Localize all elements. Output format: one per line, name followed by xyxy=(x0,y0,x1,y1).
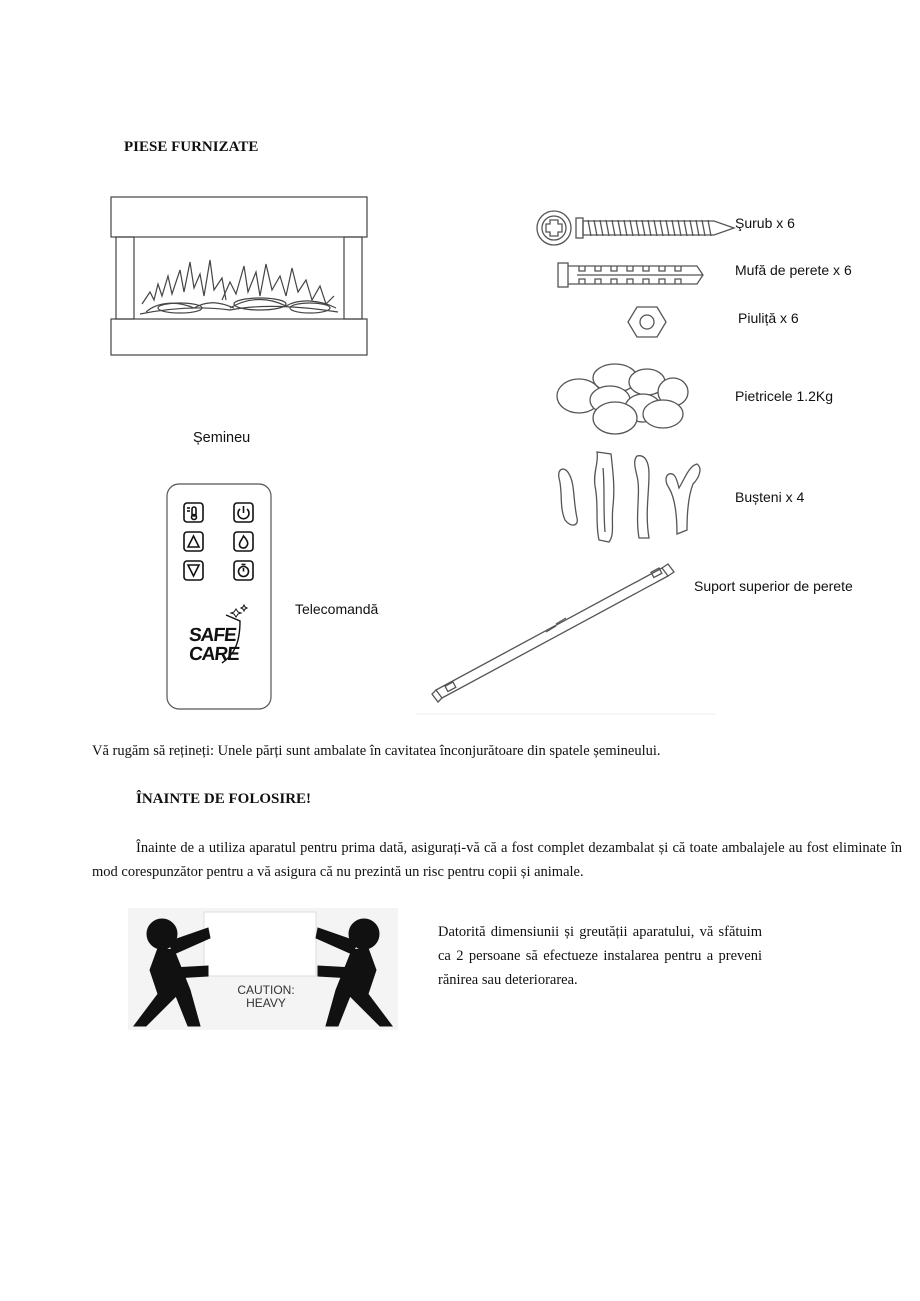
note-text: Vă rugăm să rețineți: Unele părți sunt ambalate în cavitatea înconjurătoare din spatele șemineului. xyxy=(92,743,661,759)
wall-plug-label: Mufă de perete x 6 xyxy=(735,262,852,278)
remote-control-illustration xyxy=(166,483,272,711)
logs-label: Bușteni x 4 xyxy=(735,489,805,505)
remote-label: Telecomandă xyxy=(295,601,379,617)
caution-box-line2: HEAVY xyxy=(246,996,286,1010)
bracket-label: Suport superior de perete xyxy=(694,578,853,594)
screw-illustration xyxy=(536,208,736,248)
fireplace-illustration xyxy=(110,196,368,358)
caution-text: Datorită dimensiunii și greutății aparatului, vă sfătuim ca 2 persoane să efectueze instalarea pentru a preveni rănirea sau deteriorarea. xyxy=(438,924,762,988)
remote-logo-line1: SAFE xyxy=(187,625,237,646)
remote-logo-line2: CARE xyxy=(187,644,240,665)
fireplace-label: Șemineu xyxy=(193,430,251,446)
caution-box-line1: CAUTION: xyxy=(237,983,295,997)
screw-label: Şurub x 6 xyxy=(735,215,795,231)
two-person-lift-illustration xyxy=(128,908,398,1030)
pebbles-illustration xyxy=(555,360,691,436)
before-use-paragraph: Înainte de a utiliza aparatul pentru prima dată, asigurați-vă că a fost complet dezambalat și că toate ambalajele au fost eliminate în mod corespunzător pentru a vă asigura că nu prezintă un risc pentru copii și animale. xyxy=(92,840,902,880)
pebbles-label: Pietricele 1.2Kg xyxy=(735,388,834,404)
section-heading-before-use: ÎNAINTE DE FOLOSIRE! xyxy=(136,791,312,807)
nut-illustration xyxy=(626,305,668,339)
nut-label: Piuliță x 6 xyxy=(738,310,799,326)
wall-plug-illustration xyxy=(557,258,705,292)
bracket-illustration xyxy=(416,556,728,716)
logs-illustration xyxy=(553,448,713,546)
section-heading-parts: PIESE FURNIZATE xyxy=(124,139,259,155)
